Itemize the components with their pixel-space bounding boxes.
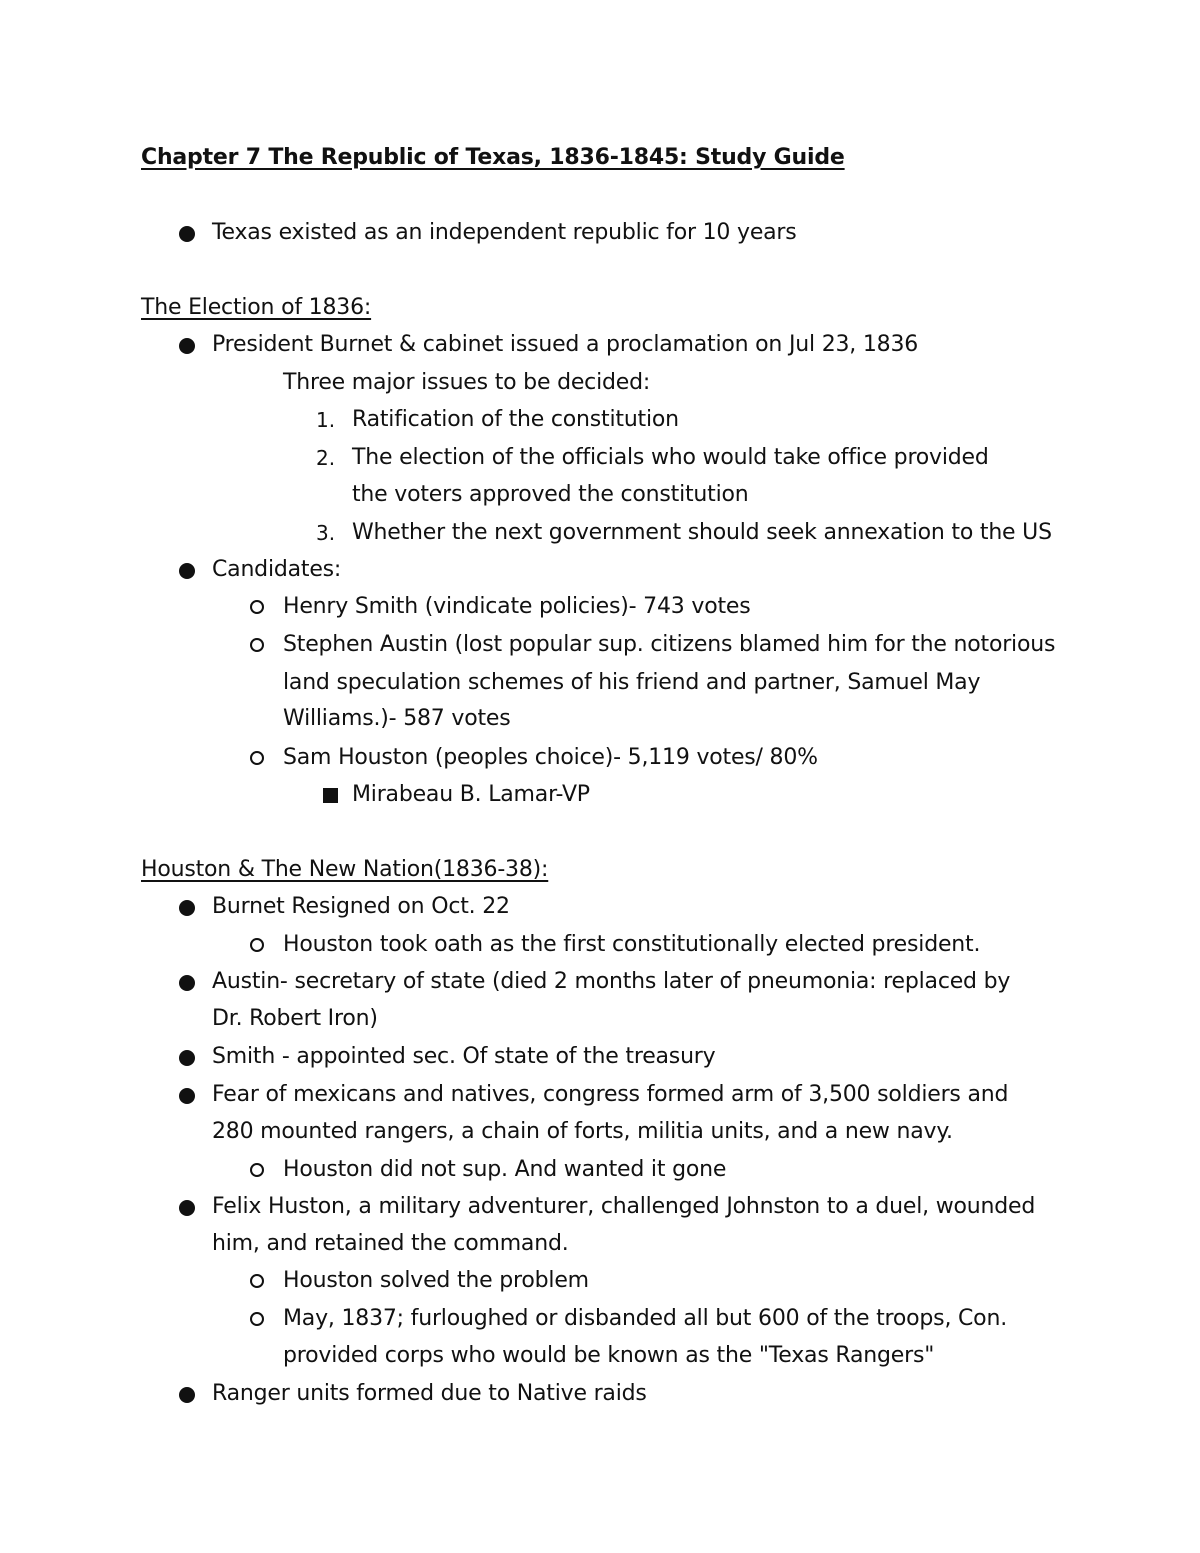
candidate-text: Stephen Austin (lost popular sup. citizens blamed him for the notorious [283,632,1056,657]
vp-text: Mirabeau B. Lamar-VP [352,782,590,807]
bullet-circle-icon [250,751,264,765]
fear-sub-text: Houston did not sup. And wanted it gone [283,1157,727,1182]
austin-text: Austin- secretary of state (died 2 months later of pneumonia: replaced by [212,969,1011,994]
felix-text: Felix Huston, a military adventurer, challenged Johnston to a duel, wounded [212,1194,1036,1219]
election-heading: The Election of 1836: [141,295,372,320]
candidates-label: Candidates: [212,557,342,582]
bullet-circle-icon [250,1274,264,1288]
bullet-disc-icon [179,975,195,991]
bullet-disc-icon [179,1200,195,1216]
bullet-disc-icon [179,1387,195,1403]
houston-heading: Houston & The New Nation(1836-38): [141,857,549,882]
rangers-text: Ranger units formed due to Native raids [212,1381,647,1406]
felix-sub-text: May, 1837; furloughed or disbanded all but 600 of the troops, Con. [283,1306,1007,1331]
candidate-text-continued: Williams.)- 587 votes [283,706,511,731]
bullet-disc-icon [179,226,195,242]
bullet-circle-icon [250,938,264,952]
issue-text: Whether the next government should seek annexation to the US [352,520,1052,545]
felix-sub-text: Houston solved the problem [283,1268,589,1293]
issue-text-continued: the voters approved the constitution [352,482,749,507]
bullet-disc-icon [179,1088,195,1104]
bullet-disc-icon [179,1050,195,1066]
issue-text: The election of the officials who would take office provided [352,445,989,470]
candidate-text: Sam Houston (peoples choice)- 5,119 votes/ 80% [283,745,818,770]
proclamation-text: President Burnet & cabinet issued a proclamation on Jul 23, 1836 [212,332,919,357]
fear-text-continued: 280 mounted rangers, a chain of forts, militia units, and a new navy. [212,1119,953,1144]
issues-intro: Three major issues to be decided: [283,370,651,395]
bullet-disc-icon [179,563,195,579]
felix-sub-text-continued: provided corps who would be known as the "Texas Rangers" [283,1343,935,1368]
document-title: Chapter 7 The Republic of Texas, 1836-1845: Study Guide [141,145,845,170]
oath-text: Houston took oath as the first constitutionally elected president. [283,932,981,957]
smith-text: Smith - appointed sec. Of state of the treasury [212,1044,716,1069]
fear-text: Fear of mexicans and natives, congress formed arm of 3,500 soldiers and [212,1082,1009,1107]
candidate-text-continued: land speculation schemes of his friend and partner, Samuel May [283,670,981,695]
bullet-square-icon [323,788,338,803]
bullet-circle-icon [250,1312,264,1326]
issue-text: Ratification of the constitution [352,407,679,432]
issue-number: 3. [316,521,336,545]
bullet-circle-icon [250,638,264,652]
bullet-disc-icon [179,338,195,354]
issue-number: 2. [316,446,336,470]
bullet-disc-icon [179,900,195,916]
bullet-circle-icon [250,1163,264,1177]
candidate-text: Henry Smith (vindicate policies)- 743 votes [283,594,751,619]
burnet-text: Burnet Resigned on Oct. 22 [212,894,510,919]
intro-bullet-text: Texas existed as an independent republic for 10 years [212,220,797,245]
issue-number: 1. [316,408,336,432]
bullet-circle-icon [250,600,264,614]
felix-text-continued: him, and retained the command. [212,1231,569,1256]
austin-text-continued: Dr. Robert Iron) [212,1006,378,1031]
